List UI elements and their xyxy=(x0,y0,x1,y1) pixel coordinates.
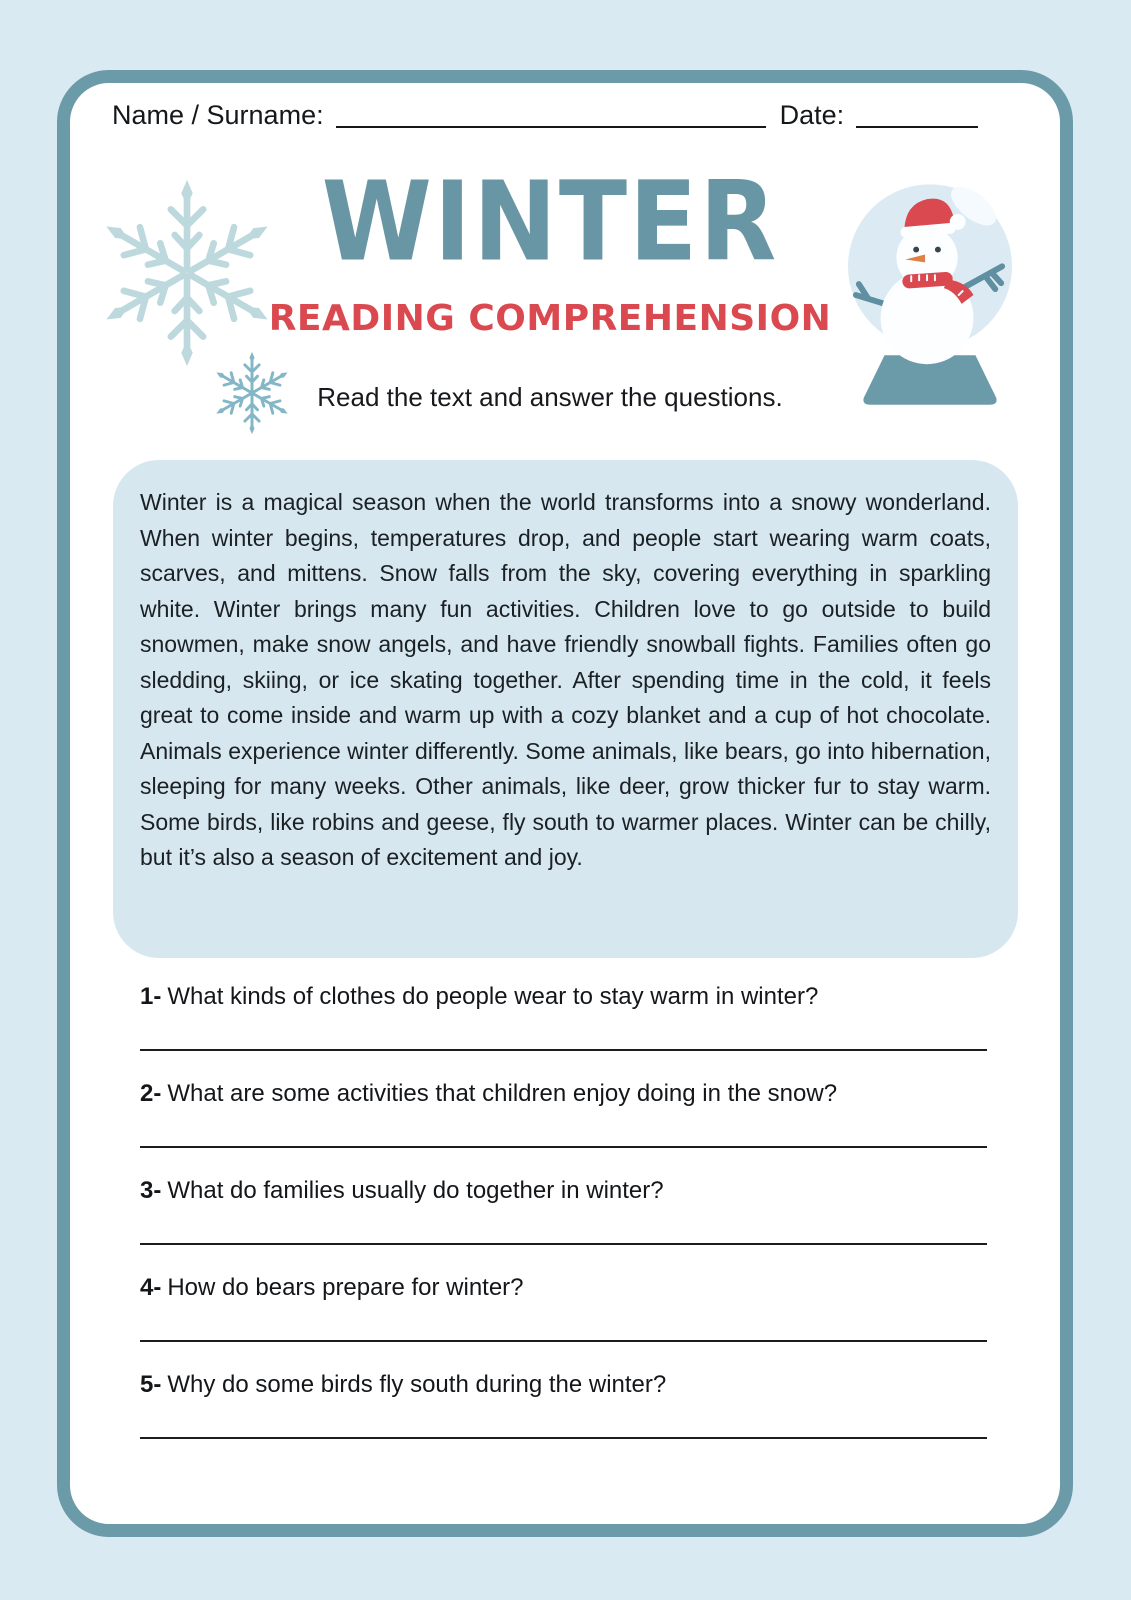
question-label: What kinds of clothes do people wear to stay warm in winter? xyxy=(167,983,819,1010)
reading-passage-text: Winter is a magical season when the world transforms into a snowy wonderland. When winter begins, temperatures drop, and people start wearing warm coats, scarves, and mittens. Snow falls from the sky, covering everything in sparkling white. Winter brings many fun activities. Children love to go outside to build snowmen, make snow angels, and have friendly snowball fights. Families often go sledding, skiing, or ice skating together. After spending time in the cold, it feels great to come inside and warm up with a cozy blanket and a cup of hot chocolate. Animals experience winter differently. Some animals, like bears, go into hibernation, sleeping for many weeks. Other animals, like deer, grow thicker fur to stay warm. Some birds, like robins and geese, fly south to warmer places. Winter can be chilly, but it’s also a season of excitement and joy. xyxy=(140,489,991,870)
question-3-text xyxy=(140,1176,987,1206)
snowflake-icon xyxy=(210,351,294,435)
question-item xyxy=(140,1176,987,1245)
question-1-text xyxy=(140,982,987,1012)
worksheet-card xyxy=(57,70,1073,1537)
name-input-line[interactable] xyxy=(336,125,766,128)
question-2-text xyxy=(140,1079,987,1109)
question-label: How do bears prepare for winter? xyxy=(167,1274,524,1301)
answer-line-4[interactable] xyxy=(140,1340,987,1342)
question-item xyxy=(140,982,987,1051)
worksheet-title: WINTER xyxy=(321,157,779,286)
question-item xyxy=(140,1079,987,1148)
answer-line-2[interactable] xyxy=(140,1146,987,1148)
date-input-line[interactable] xyxy=(856,125,978,128)
instruction-text: Read the text and answer the questions. xyxy=(317,382,783,412)
name-surname-label: Name / Surname: xyxy=(112,100,324,130)
question-number: 5- xyxy=(140,1371,162,1398)
answer-line-5[interactable] xyxy=(140,1437,987,1439)
answer-line-3[interactable] xyxy=(140,1243,987,1245)
worksheet-subtitle: READING COMPREHENSION xyxy=(268,298,832,339)
question-label: What are some activities that children enjoy doing in the snow? xyxy=(167,1080,838,1107)
questions-section xyxy=(140,982,987,1467)
date-label: Date: xyxy=(779,100,845,130)
snow-globe-icon xyxy=(846,163,1014,431)
question-number: 2- xyxy=(140,1080,162,1107)
reading-passage-box xyxy=(113,460,1018,958)
question-4-text xyxy=(140,1273,987,1303)
snowflake-icon xyxy=(92,169,282,377)
question-item xyxy=(140,1370,987,1439)
header xyxy=(112,101,1022,131)
question-number: 1- xyxy=(140,983,162,1010)
question-label: Why do some birds fly south during the winter? xyxy=(167,1371,667,1398)
question-5-text xyxy=(140,1370,987,1400)
question-number: 4- xyxy=(140,1274,162,1301)
question-item xyxy=(140,1273,987,1342)
answer-line-1[interactable] xyxy=(140,1049,987,1051)
question-number: 3- xyxy=(140,1177,162,1204)
question-label: What do families usually do together in winter? xyxy=(167,1177,664,1204)
